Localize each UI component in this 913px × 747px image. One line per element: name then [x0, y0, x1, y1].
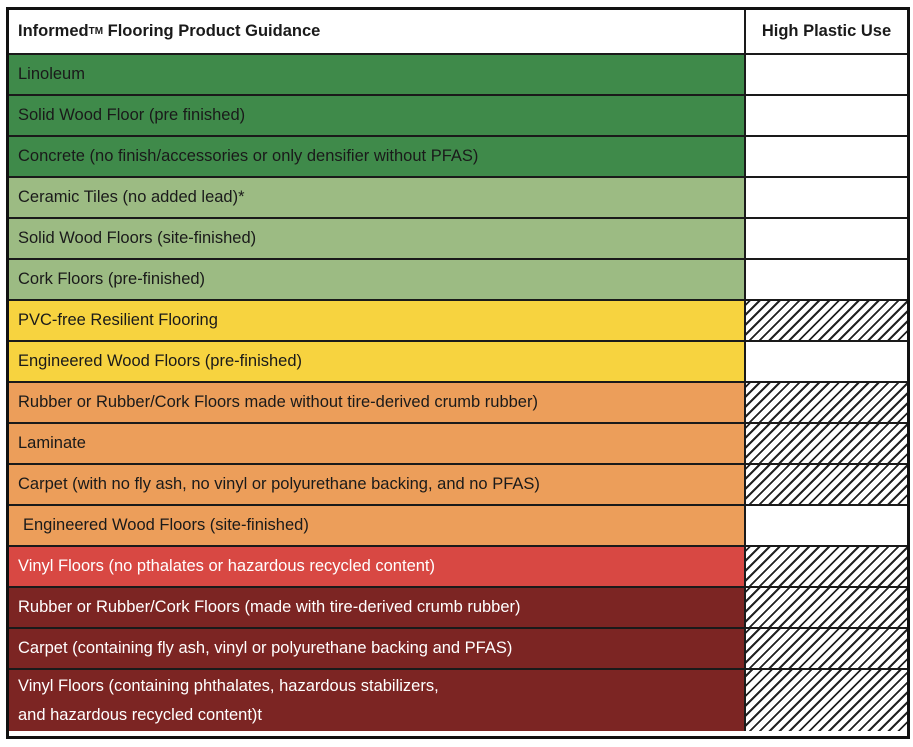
table-row: [9, 506, 907, 547]
product-cell: Solid Wood Floors (site-finished): [9, 219, 746, 258]
table-row: [9, 219, 907, 260]
table-row-last: [9, 670, 907, 731]
table-header: [9, 10, 907, 55]
table-row: [9, 383, 907, 424]
header-title-rest: Flooring Product Guidance: [103, 22, 321, 40]
product-line-2: and hazardous recycled content)t: [18, 705, 262, 724]
table-row: [9, 55, 907, 96]
plastic-indicator: [746, 629, 907, 668]
table-row: [9, 465, 907, 506]
table-row: [9, 547, 907, 588]
table-row: [9, 301, 907, 342]
product-cell: Linoleum: [9, 55, 746, 94]
product-cell: Concrete (no finish/accessories or only densifier without PFAS): [9, 137, 746, 176]
plastic-indicator: [746, 547, 907, 586]
trademark-mark: TM: [88, 26, 104, 37]
table-row: [9, 178, 907, 219]
product-cell: Laminate: [9, 424, 746, 463]
plastic-indicator: [746, 465, 907, 504]
product-line-1: Vinyl Floors (containing phthalates, hazardous stabilizers,: [18, 676, 439, 695]
product-cell: Carpet (with no fly ash, no vinyl or polyurethane backing, and no PFAS): [9, 465, 746, 504]
header-product-guidance: [9, 10, 746, 53]
table-row: [9, 588, 907, 629]
header-high-plastic-use: High Plastic Use: [746, 10, 907, 53]
product-cell-multiline: [9, 670, 746, 731]
product-cell: Cork Floors (pre-finished): [9, 260, 746, 299]
plastic-indicator: [746, 588, 907, 627]
plastic-indicator: [746, 96, 907, 135]
plastic-indicator: [746, 137, 907, 176]
header-brand: Informed: [18, 22, 89, 40]
table-row: [9, 137, 907, 178]
table-row: [9, 342, 907, 383]
plastic-indicator: [746, 301, 907, 340]
plastic-indicator: [746, 342, 907, 381]
flooring-guidance-table: [6, 7, 910, 739]
plastic-indicator: [746, 178, 907, 217]
plastic-indicator: [746, 424, 907, 463]
product-cell: PVC-free Resilient Flooring: [9, 301, 746, 340]
plastic-indicator: [746, 219, 907, 258]
plastic-indicator: [746, 383, 907, 422]
table-row: [9, 96, 907, 137]
table-row: [9, 260, 907, 301]
product-cell: Vinyl Floors (no pthalates or hazardous recycled content): [9, 547, 746, 586]
product-cell: Solid Wood Floor (pre finished): [9, 96, 746, 135]
product-cell: Rubber or Rubber/Cork Floors made without tire-derived crumb rubber): [9, 383, 746, 422]
plastic-indicator: [746, 670, 907, 731]
plastic-indicator: [746, 260, 907, 299]
plastic-indicator: [746, 55, 907, 94]
product-cell: Engineered Wood Floors (pre-finished): [9, 342, 746, 381]
table-row: [9, 629, 907, 670]
product-cell: Rubber or Rubber/Cork Floors (made with tire-derived crumb rubber): [9, 588, 746, 627]
product-cell: Ceramic Tiles (no added lead)*: [9, 178, 746, 217]
product-cell: Carpet (containing fly ash, vinyl or polyurethane backing and PFAS): [9, 629, 746, 668]
plastic-indicator: [746, 506, 907, 545]
product-cell: Engineered Wood Floors (site-finished): [9, 506, 746, 545]
table-row: [9, 424, 907, 465]
